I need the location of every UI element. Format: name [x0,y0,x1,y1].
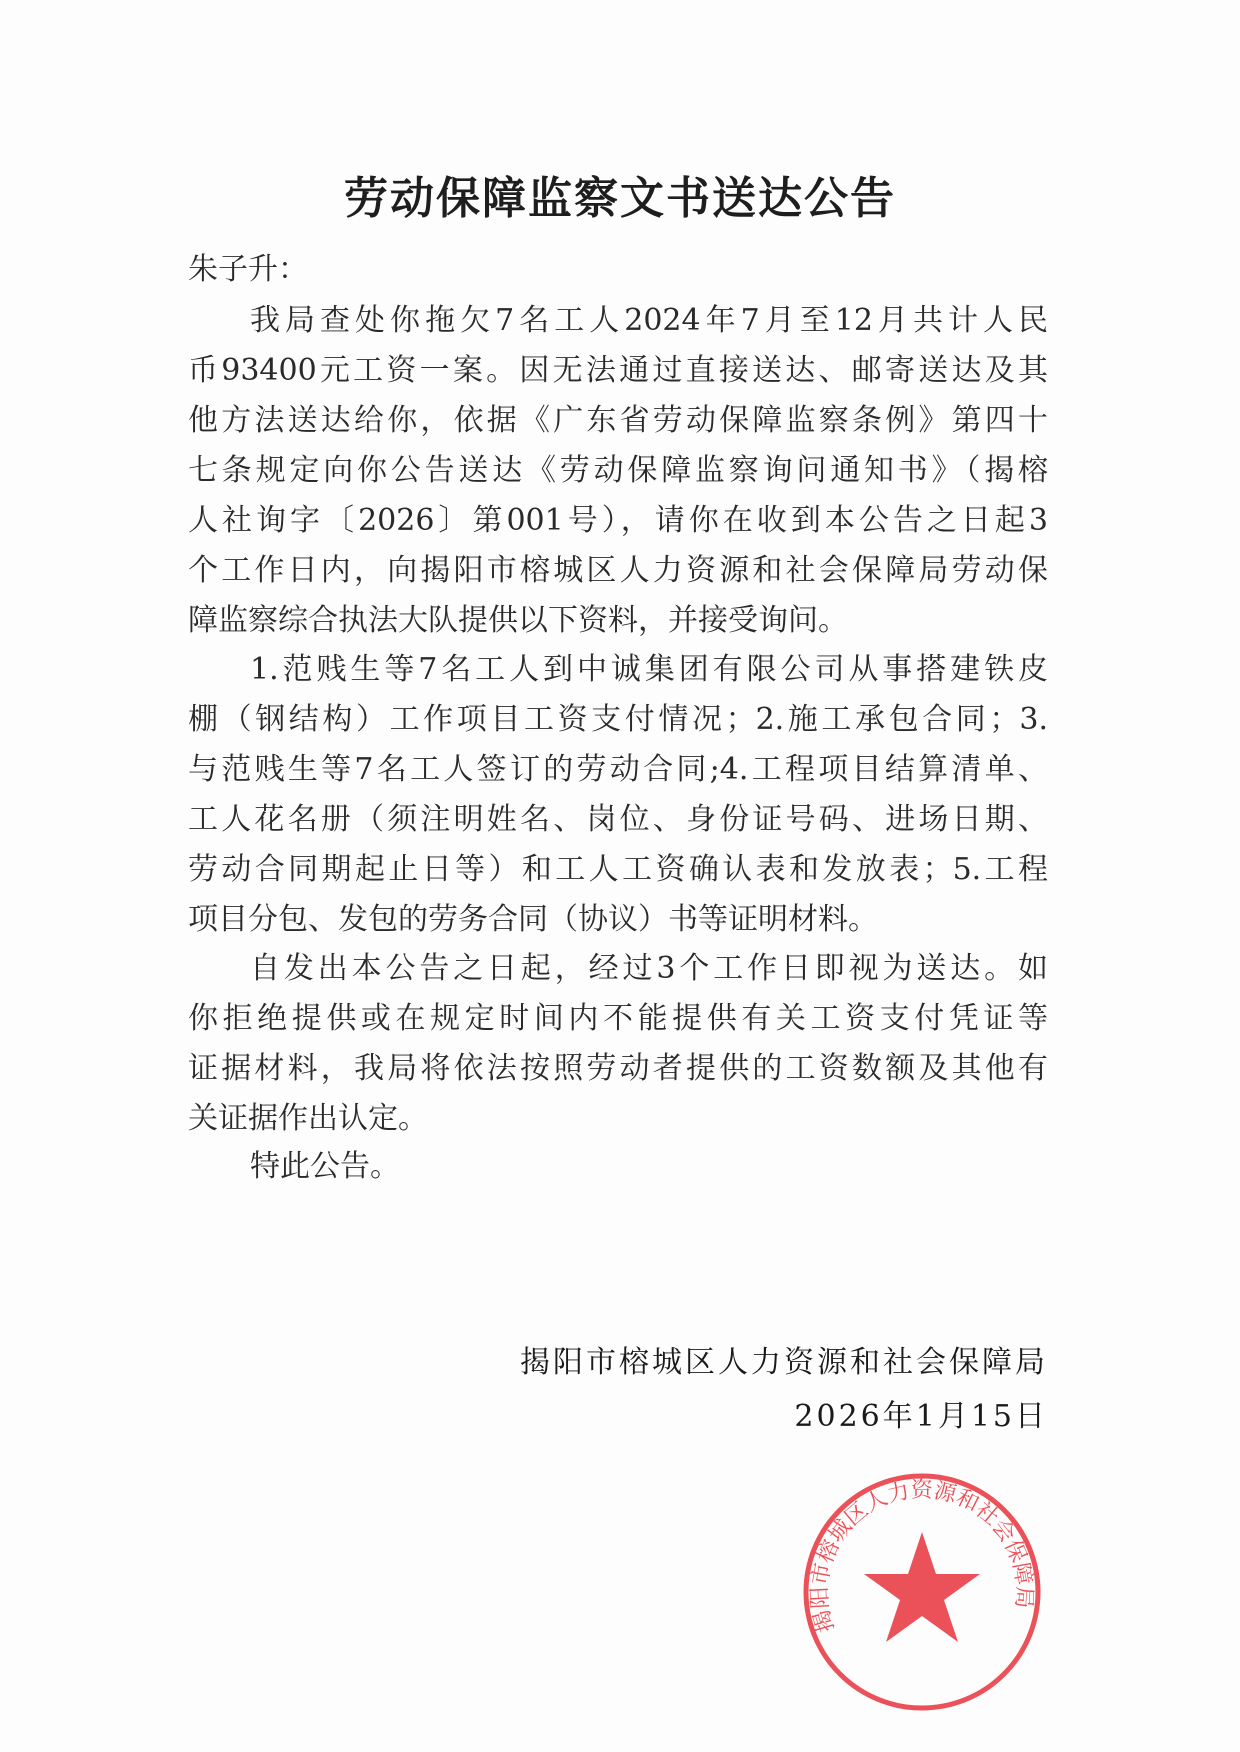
paragraph-1-line: 他方法送达给你，依据《广东省劳动保障监察条例》第四十 [188,403,1048,438]
issuer-signature: 揭阳市榕城区人力资源和社会保障局 [520,1345,1048,1380]
paragraph-1-line: 币93400元工资一案。因无法通过直接送达、邮寄送达及其 [188,353,1048,388]
paragraph-1-line: 个工作日内，向揭阳市榕城区人力资源和社会保障局劳动保 [188,553,1048,588]
paragraph-1-line: 障监察综合执法大队提供以下资料，并接受询问。 [188,603,848,638]
paragraph-1-line: 人社询字〔2026〕第001号），请你在收到本公告之日起3 [188,503,1048,538]
paragraph-2-line: 工人花名册（须注明姓名、岗位、身份证号码、进场日期、 [188,802,1048,837]
paragraph-2-line: 项目分包、发包的劳务合同（协议）书等证明材料。 [188,902,878,937]
paragraph-3-line: 自发出本公告之日起，经过3个工作日即视为送达。如 [250,951,1048,986]
paragraph-2-line: 与范贱生等7名工人签订的劳动合同;4.工程项目结算清单、 [188,752,1048,787]
paragraph-1-line: 七条规定向你公告送达《劳动保障监察询问通知书》（揭榕 [188,453,1048,488]
issue-date: 2026年1月15日 [794,1399,1048,1434]
paragraph-2-line: 棚（钢结构）工作项目工资支付情况；2.施工承包合同；3. [188,702,1048,737]
paragraph-2-line: 劳动合同期起止日等）和工人工资确认表和发放表；5.工程 [188,852,1048,887]
paragraph-3-line: 证据材料，我局将依法按照劳动者提供的工资数额及其他有 [188,1051,1048,1086]
paragraph-3-line: 关证据作出认定。 [188,1101,428,1136]
paragraph-4-line: 特此公告。 [250,1149,400,1184]
document-title: 劳动保障监察文书送达公告 [344,173,896,224]
paragraph-1-line: 我局查处你拖欠7名工人2024年7月至12月共计人民 [250,303,1048,338]
official-seal-icon [800,1470,1044,1714]
paragraph-2-line: 1.范贱生等7名工人到中诚集团有限公司从事搭建铁皮 [250,652,1048,687]
svg-text:揭阳市榕城区人力资源和社会保障局: 揭阳市榕城区人力资源和社会保障局 [807,1478,1037,1635]
paragraph-3-line: 你拒绝提供或在规定时间内不能提供有关工资支付凭证等 [188,1001,1048,1036]
addressee: 朱子升： [188,252,308,287]
